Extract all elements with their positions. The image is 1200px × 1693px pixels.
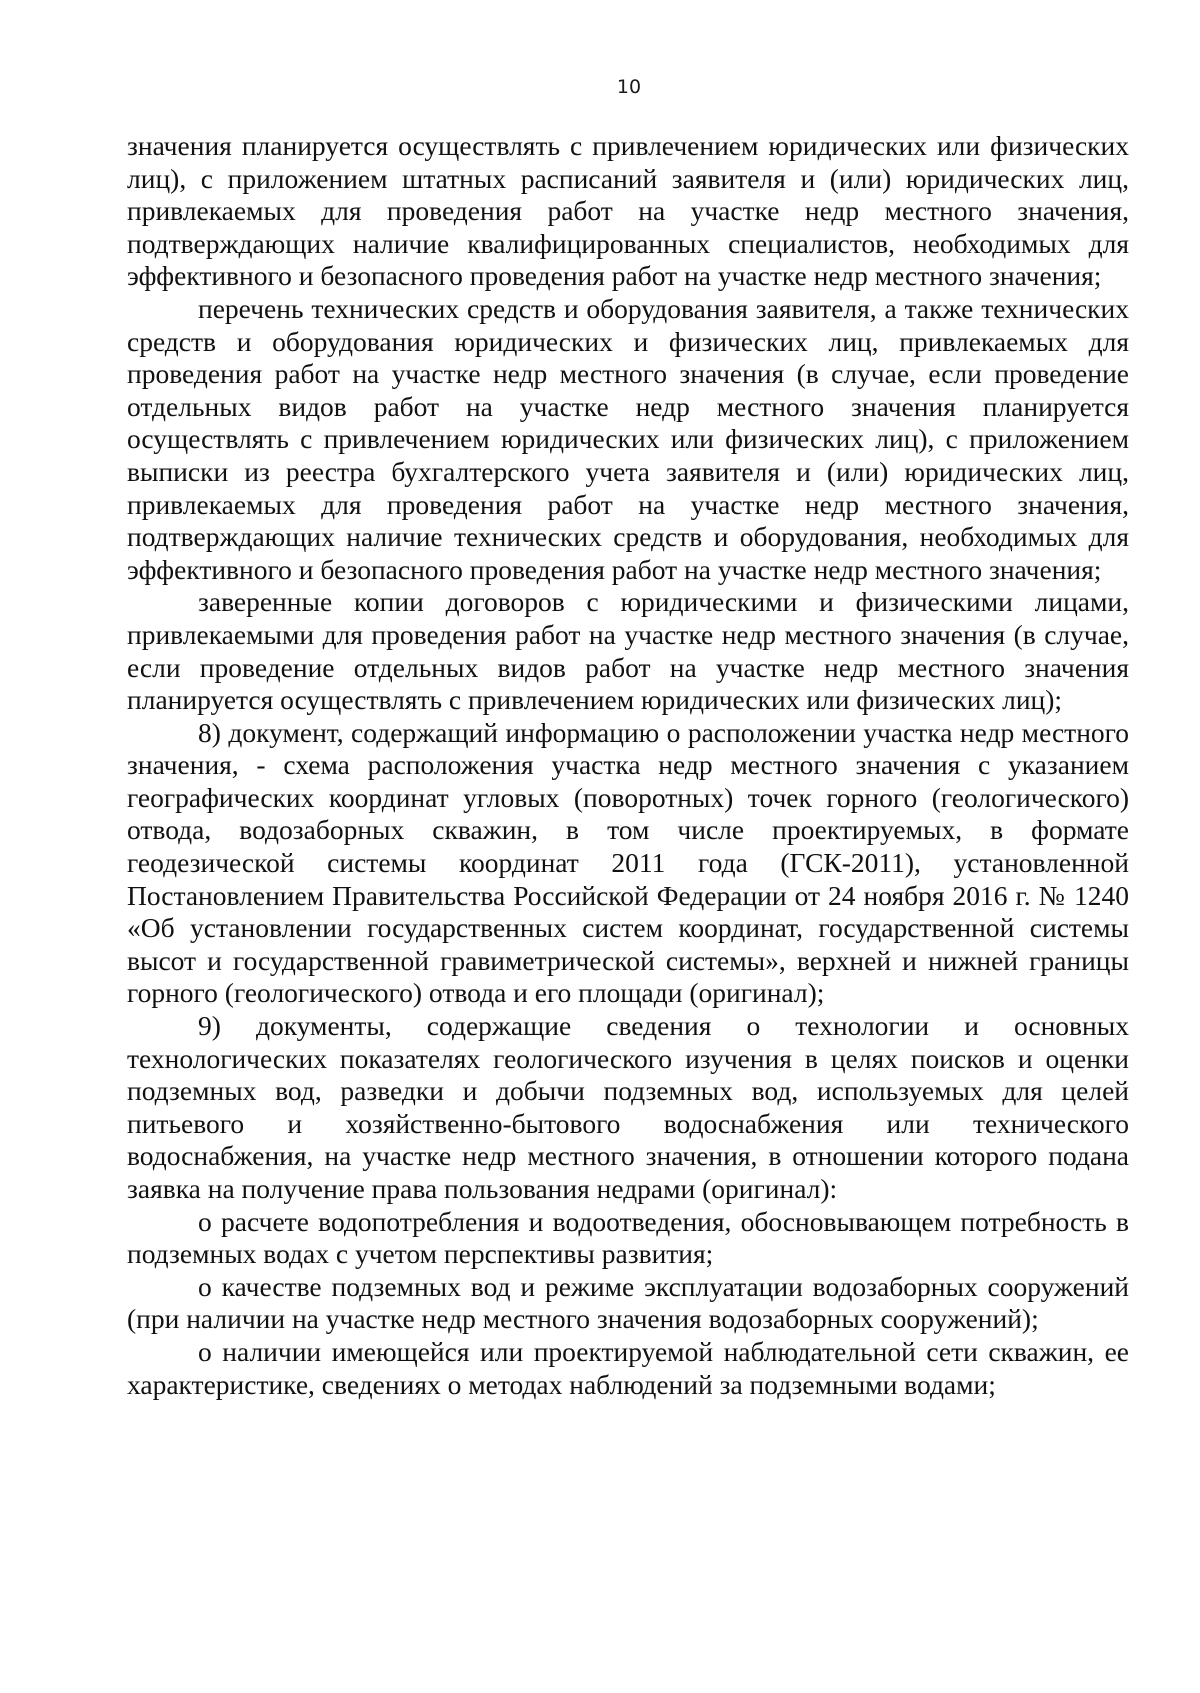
paragraph: о качестве подземных вод и режиме эксплуатации водозаборных сооружений (при наличии на участке недр местного значения водозаборных сооружений);	[127, 1270, 1129, 1335]
page-number: 10	[616, 76, 642, 98]
document-body	[127, 130, 1129, 1401]
paragraph: заверенные копии договоров с юридическими и физическими лицами, привлекаемыми для проведения работ на участке недр местного значения (в случае, если проведение отдельных видов работ на участке недр местного значения планируется осуществлять с привлечением юридических или физических лиц);	[127, 586, 1129, 716]
paragraph: 8) документ, содержащий информацию о расположении участка недр местного значения, - схема расположения участка недр местного значения с указанием географических координат угловых (поворотных) точек горного (геологического) отвода, водозаборных скважин, в том числе проектируемых, в формате геодезической системы координат 2011 года (ГСК-2011), установленной Постановлением Правительства Российской Федерации от 24 ноября 2016 г. № 1240 «Об установлении государственных систем координат, государственной системы высот и государственной гравиметрической системы», верхней и нижней границы горного (геологического) отвода и его площади (оригинал);	[127, 716, 1129, 1009]
paragraph: о расчете водопотребления и водоотведения, обосновывающем потребность в подземных водах с учетом перспективы развития;	[127, 1205, 1129, 1270]
paragraph: о наличии имеющейся или проектируемой наблюдательной сети скважин, ее характеристике, сведениях о методах наблюдений за подземными водами;	[127, 1335, 1129, 1400]
paragraph: значения планируется осуществлять с привлечением юридических или физических лиц), с приложением штатных расписаний заявителя и (или) юридических лиц, привлекаемых для проведения работ на участке недр местного значения, подтверждающих наличие квалифицированных специалистов, необходимых для эффективного и безопасного проведения работ на участке недр местного значения;	[127, 130, 1129, 292]
paragraph: перечень технических средств и оборудования заявителя, а также технических средств и оборудования юридических и физических лиц, привлекаемых для проведения работ на участке недр местного значения (в случае, если проведение отдельных видов работ на участке недр местного значения планируется осуществлять с привлечением юридических или физических лиц), с приложением выписки из реестра бухгалтерского учета заявителя и (или) юридических лиц, привлекаемых для проведения работ на участке недр местного значения, подтверждающих наличие технических средств и оборудования, необходимых для эффективного и безопасного проведения работ на участке недр местного значения;	[127, 292, 1129, 585]
paragraph: 9) документы, содержащие сведения о технологии и основных технологических показателях геологического изучения в целях поисков и оценки подземных вод, разведки и добычи подземных вод, используемых для целей питьевого и хозяйственно-бытового водоснабжения или технического водоснабжения, на участке недр местного значения, в отношении которого подана заявка на получение права пользования недрами (оригинал):	[127, 1010, 1129, 1204]
